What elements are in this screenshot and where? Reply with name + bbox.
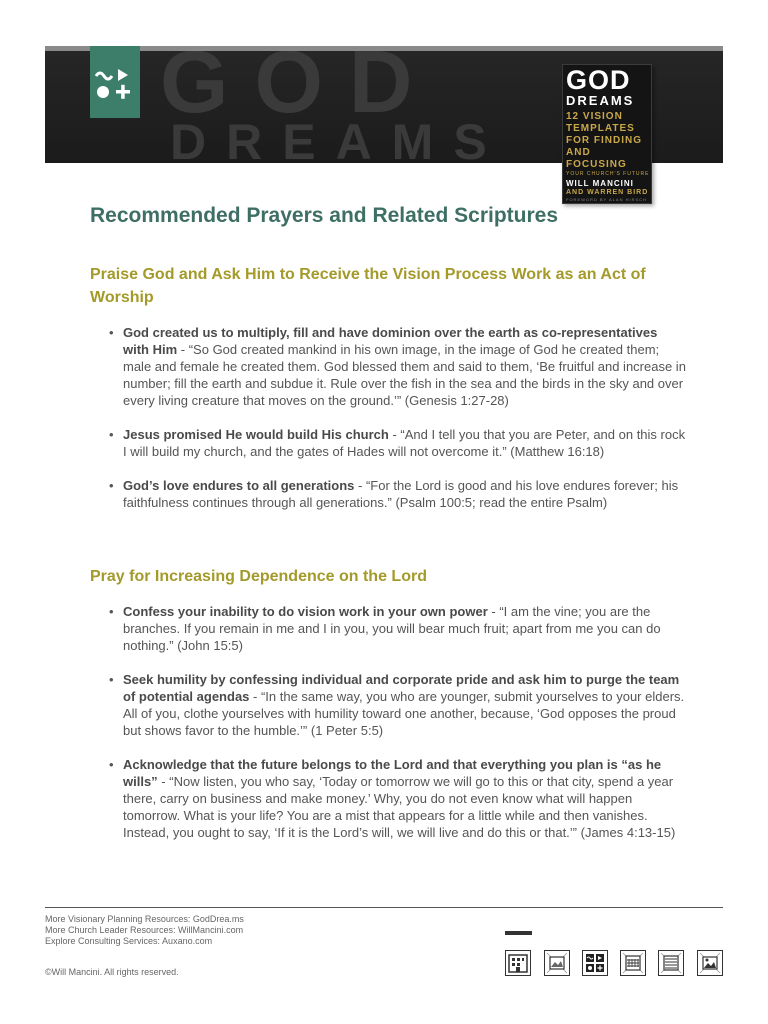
item-text: - “Now listen, you who say, ‘Today or tomorrow we will go to this or that city, spend a year there, carry on business and make money.’ Why, you do not even know what will happen tomorrow. What is your life? You are a mist that appears for a little while and then vanishes. Instead, you ought to say, ‘If it is the Lord’s will, we will live and do this or that.’” (James 4:13-15) bbox=[123, 774, 676, 840]
grid-document-icon bbox=[658, 950, 684, 976]
page-title: Recommended Prayers and Related Scriptures bbox=[90, 204, 559, 227]
scripture-list bbox=[106, 324, 686, 511]
item-lead: God created us to multiply, fill and have dominion over the earth as co-representatives with Him bbox=[123, 325, 658, 357]
item-lead: Acknowledge that the future belongs to the Lord and that everything you plan is “as he wills” bbox=[123, 757, 662, 789]
book-title: GOD bbox=[566, 65, 631, 95]
item-text: - “And I tell you that you are Peter, and on this rock I will build my church, and the gates of Hades will not overcome it.” (Matthew 16:18) bbox=[123, 427, 686, 459]
bookshelf-icon bbox=[620, 950, 646, 976]
book-cover bbox=[562, 64, 652, 204]
book-author: WILL MANCINI bbox=[566, 179, 634, 188]
list-item bbox=[106, 671, 686, 739]
book-title-line-2: DREAMS bbox=[566, 93, 635, 108]
book-tagline: YOUR CHURCH'S FUTURE bbox=[566, 171, 650, 177]
section-heading: Praise God and Ask Him to Receive the Vision Process Work as an Act of Worship bbox=[90, 266, 646, 306]
book-foreword: FOREWORD BY ALAN HIRSCH bbox=[566, 197, 647, 202]
resource-link-willmancini[interactable]: More Church Leader Resources: WillMancini.com bbox=[45, 925, 244, 935]
list-item bbox=[106, 324, 686, 409]
item-lead: Jesus promised He would build His church bbox=[123, 427, 389, 442]
picture-frame-icon bbox=[697, 950, 723, 976]
list-item bbox=[106, 477, 686, 511]
banner-background-word: GOD bbox=[160, 51, 439, 131]
list-item bbox=[106, 426, 686, 460]
banner-background-word: DREAMS bbox=[170, 114, 507, 163]
logo-grid-icon bbox=[582, 950, 608, 976]
item-text: - “For the Lord is good and his love endures forever; his faithfulness continues through all generations.” (Psalm 100:5; read the entire Psalm) bbox=[123, 478, 679, 510]
item-text: - “I am the vine; you are the branches. If you remain in me and I in you, you will bear much fruit; apart from me you can do nothing.” (John 15:5) bbox=[123, 604, 661, 653]
resource-link-auxano[interactable]: Explore Consulting Services: Auxano.com bbox=[45, 936, 213, 946]
item-lead: God’s love endures to all generations bbox=[123, 478, 355, 493]
item-text: - “So God created mankind in his own image, in the image of God he created them; male and female he created them. God blessed them and said to them, ‘Be fruitful and increase in number; fill the earth and subdue it. Rule over the fish in the sea and the birds in the sky and over every living creature that moves on the ground.’” (Genesis 1:27-28) bbox=[123, 342, 686, 408]
resource-link-goddreams[interactable]: More Visionary Planning Resources: GodDrea.ms bbox=[45, 914, 244, 924]
item-lead: Seek humility by confessing individual and corporate pride and ask him to purge the team of potential agendas bbox=[123, 672, 680, 704]
landscape-icon bbox=[544, 950, 570, 976]
copyright: ©Will Mancini. All rights reserved. bbox=[45, 967, 179, 977]
book-coauthor: AND WARREN BIRD bbox=[566, 189, 649, 196]
list-item bbox=[106, 603, 686, 654]
footer-accent-bar bbox=[505, 931, 532, 935]
building-icon bbox=[505, 950, 531, 976]
footer-resources bbox=[45, 914, 244, 947]
book-subtitle: 12 VISION TEMPLATES FOR FINDING AND FOCUSING bbox=[566, 111, 642, 170]
list-item bbox=[106, 756, 686, 841]
footer-divider bbox=[45, 907, 723, 908]
brand-logo bbox=[90, 46, 140, 118]
item-lead: Confess your inability to do vision work in your own power bbox=[123, 604, 488, 619]
scripture-list bbox=[106, 603, 686, 841]
section-heading: Pray for Increasing Dependence on the Lord bbox=[90, 568, 427, 585]
item-text: - “In the same way, you who are younger, submit yourselves to your elders. All of you, clothe yourselves with humility toward one another, because, ‘God opposes the proud but shows favor to the humble.’” (1 Peter 5:5) bbox=[123, 689, 685, 738]
logo-glyph-icon bbox=[90, 46, 140, 118]
